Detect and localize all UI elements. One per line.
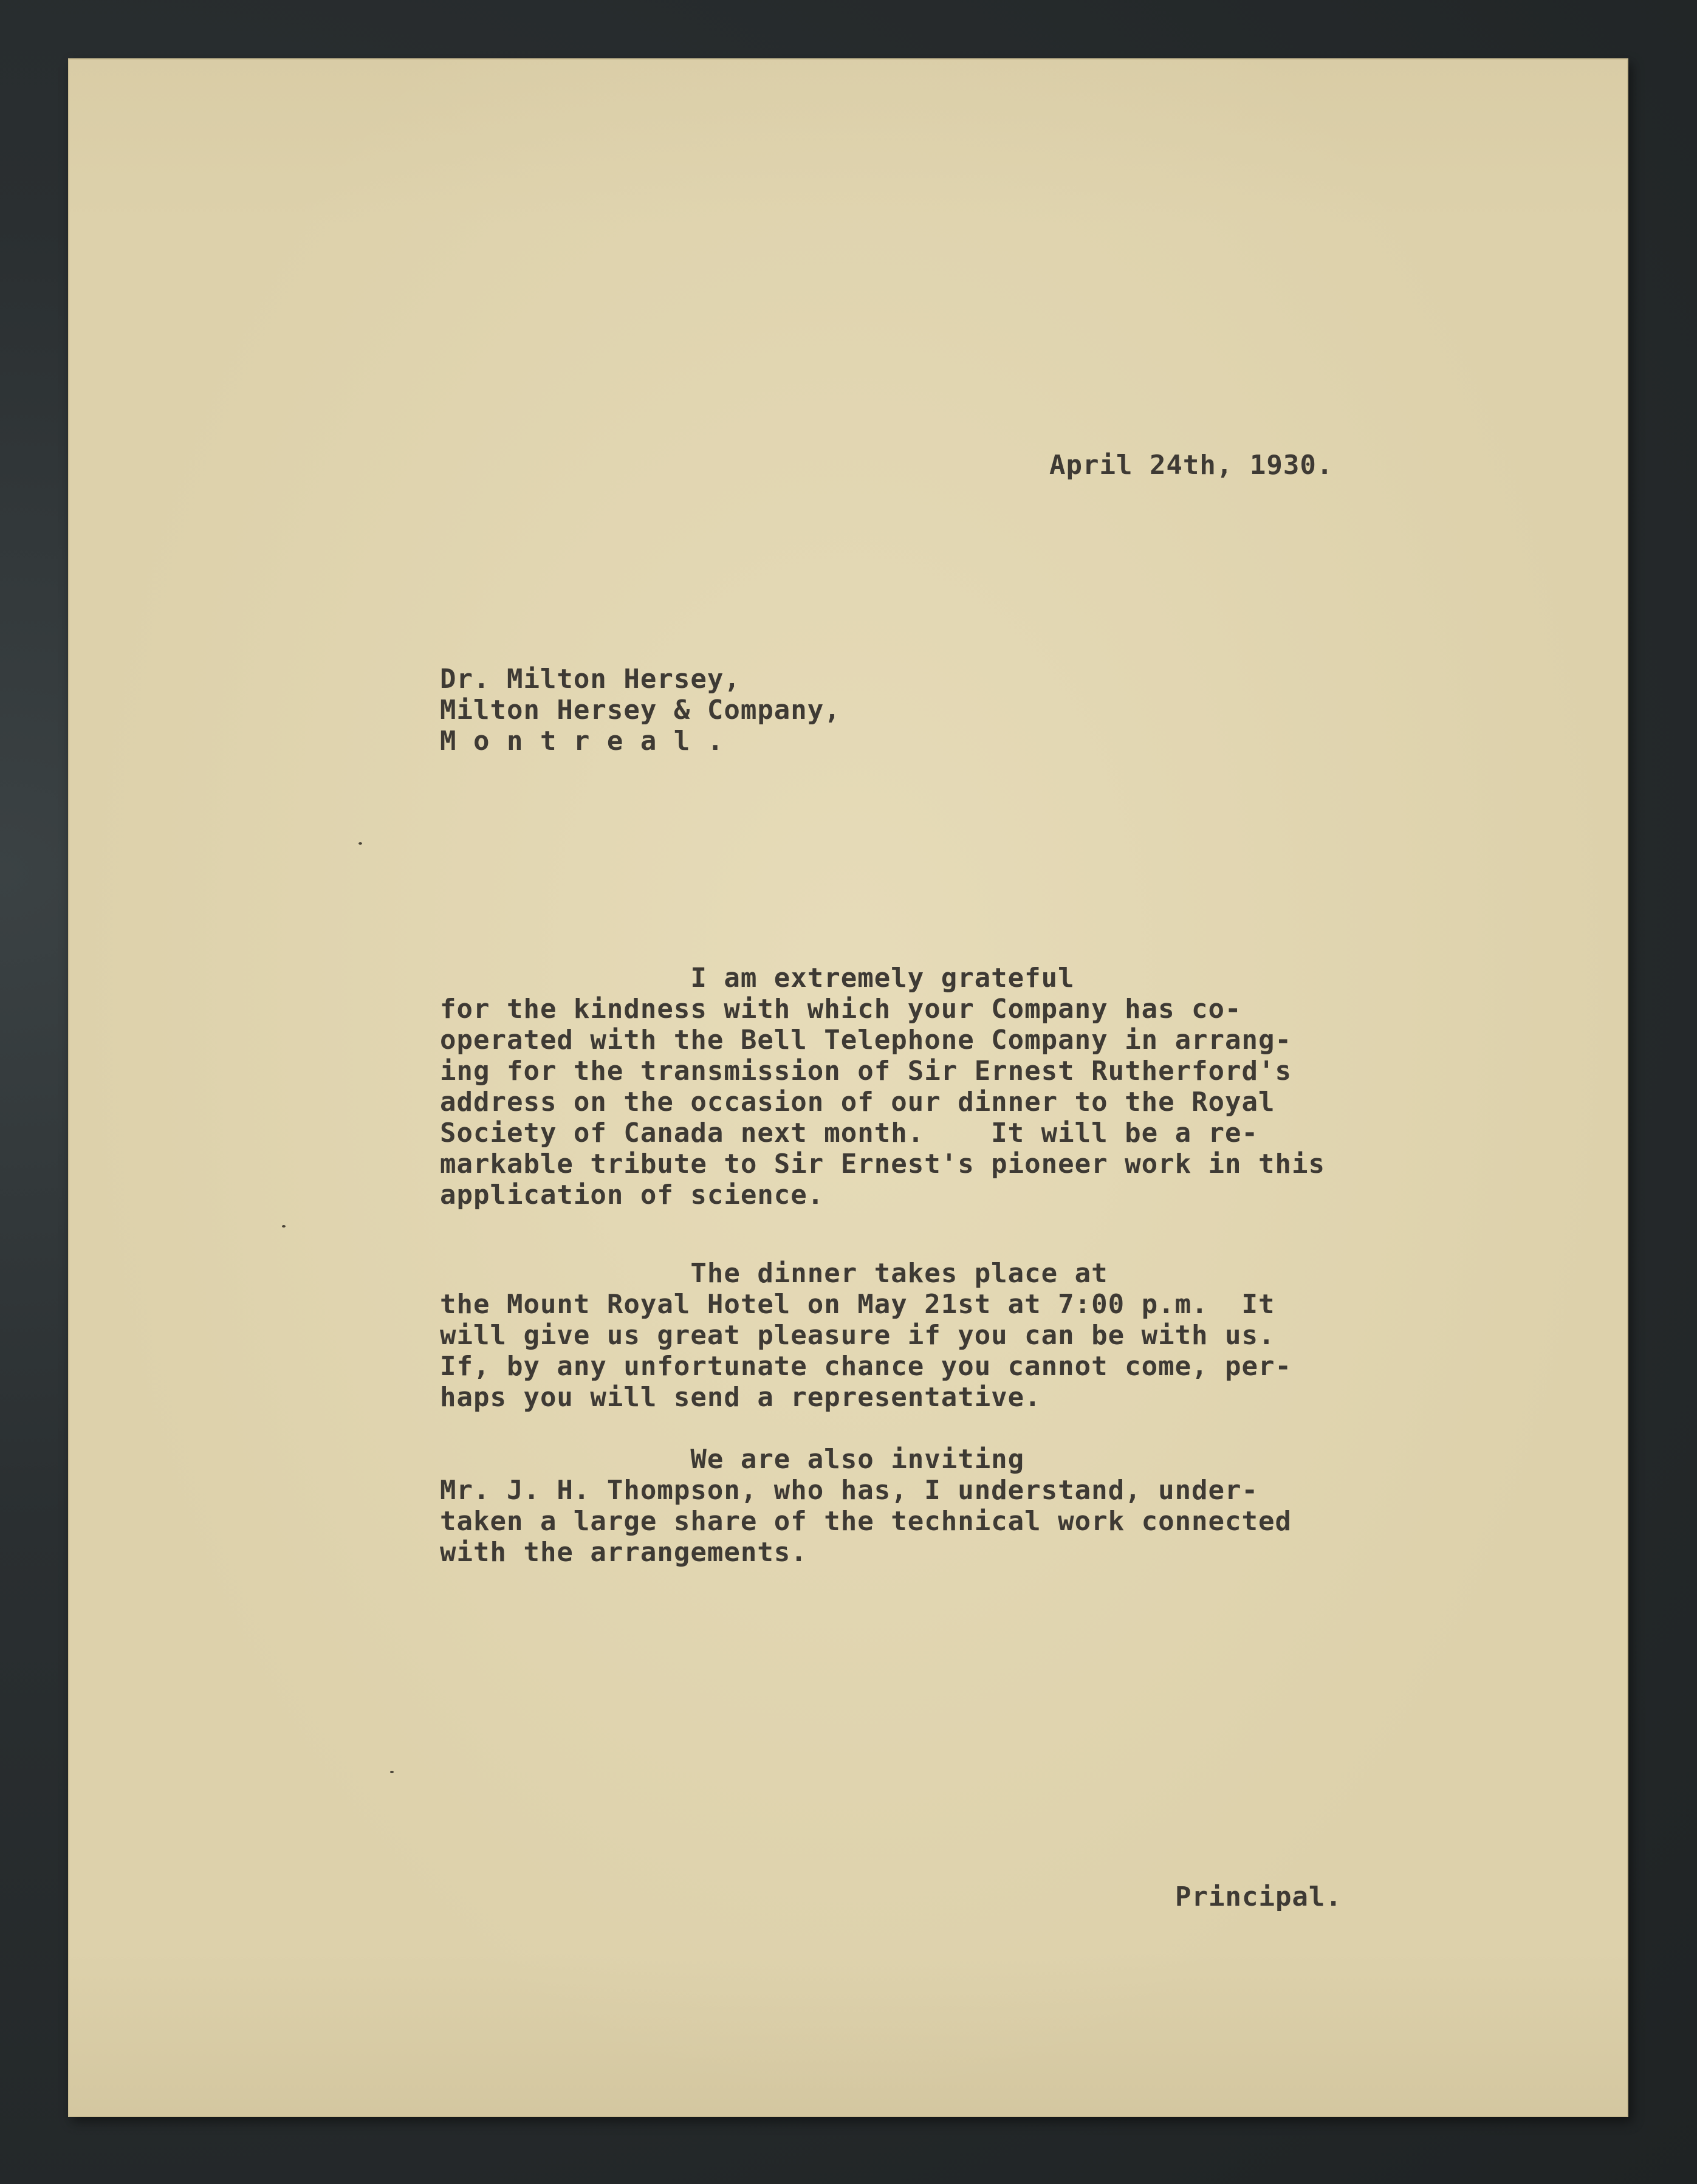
paper-speck <box>282 1225 286 1228</box>
paragraph-line: with the arrangements. <box>440 1537 807 1568</box>
paragraph-line: We are also inviting <box>440 1444 1025 1475</box>
paragraph-line: If, by any unfortunate chance you cannot come, per- <box>440 1351 1292 1382</box>
letter-page <box>68 58 1628 2117</box>
paragraph-line: taken a large share of the technical work connected <box>440 1506 1292 1537</box>
paragraph-line: operated with the Bell Telephone Company in arrang- <box>440 1025 1292 1056</box>
paragraph-line: markable tribute to Sir Ernest's pioneer work in this <box>440 1149 1325 1180</box>
paper-speck <box>358 842 362 845</box>
paragraph-line: address on the occasion of our dinner to the Royal <box>440 1087 1275 1118</box>
paragraph-line: haps you will send a representative. <box>440 1382 1041 1413</box>
paragraph-line: the Mount Royal Hotel on May 21st at 7:00 p.m. It <box>440 1289 1275 1320</box>
paper-speck <box>390 1771 394 1773</box>
paragraph-line: Society of Canada next month. It will be a re- <box>440 1118 1259 1149</box>
paragraph-line: ing for the transmission of Sir Ernest Rutherford's <box>440 1056 1292 1087</box>
paragraph-line: application of science. <box>440 1180 825 1210</box>
paragraph-line: will give us great pleasure if you can be with us. <box>440 1320 1275 1351</box>
recipient-city: M o n t r e a l . <box>440 726 724 757</box>
paragraph-invitation <box>440 1444 1292 1568</box>
paragraph-line: for the kindness with which your Company has co- <box>440 994 1242 1025</box>
paragraph-line: I am extremely grateful <box>440 963 1075 994</box>
recipient-company: Milton Hersey & Company, <box>440 695 841 726</box>
recipient-name: Dr. Milton Hersey, <box>440 664 741 695</box>
letter-date: April 24th, 1930. <box>1049 450 1334 481</box>
paragraph-gratitude <box>440 963 1325 1210</box>
paragraph-line: The dinner takes place at <box>440 1258 1108 1289</box>
paragraph-dinner-details <box>440 1258 1292 1413</box>
signature-title: Principal. <box>1175 1881 1342 1912</box>
paragraph-line: Mr. J. H. Thompson, who has, I understand, under- <box>440 1475 1259 1506</box>
